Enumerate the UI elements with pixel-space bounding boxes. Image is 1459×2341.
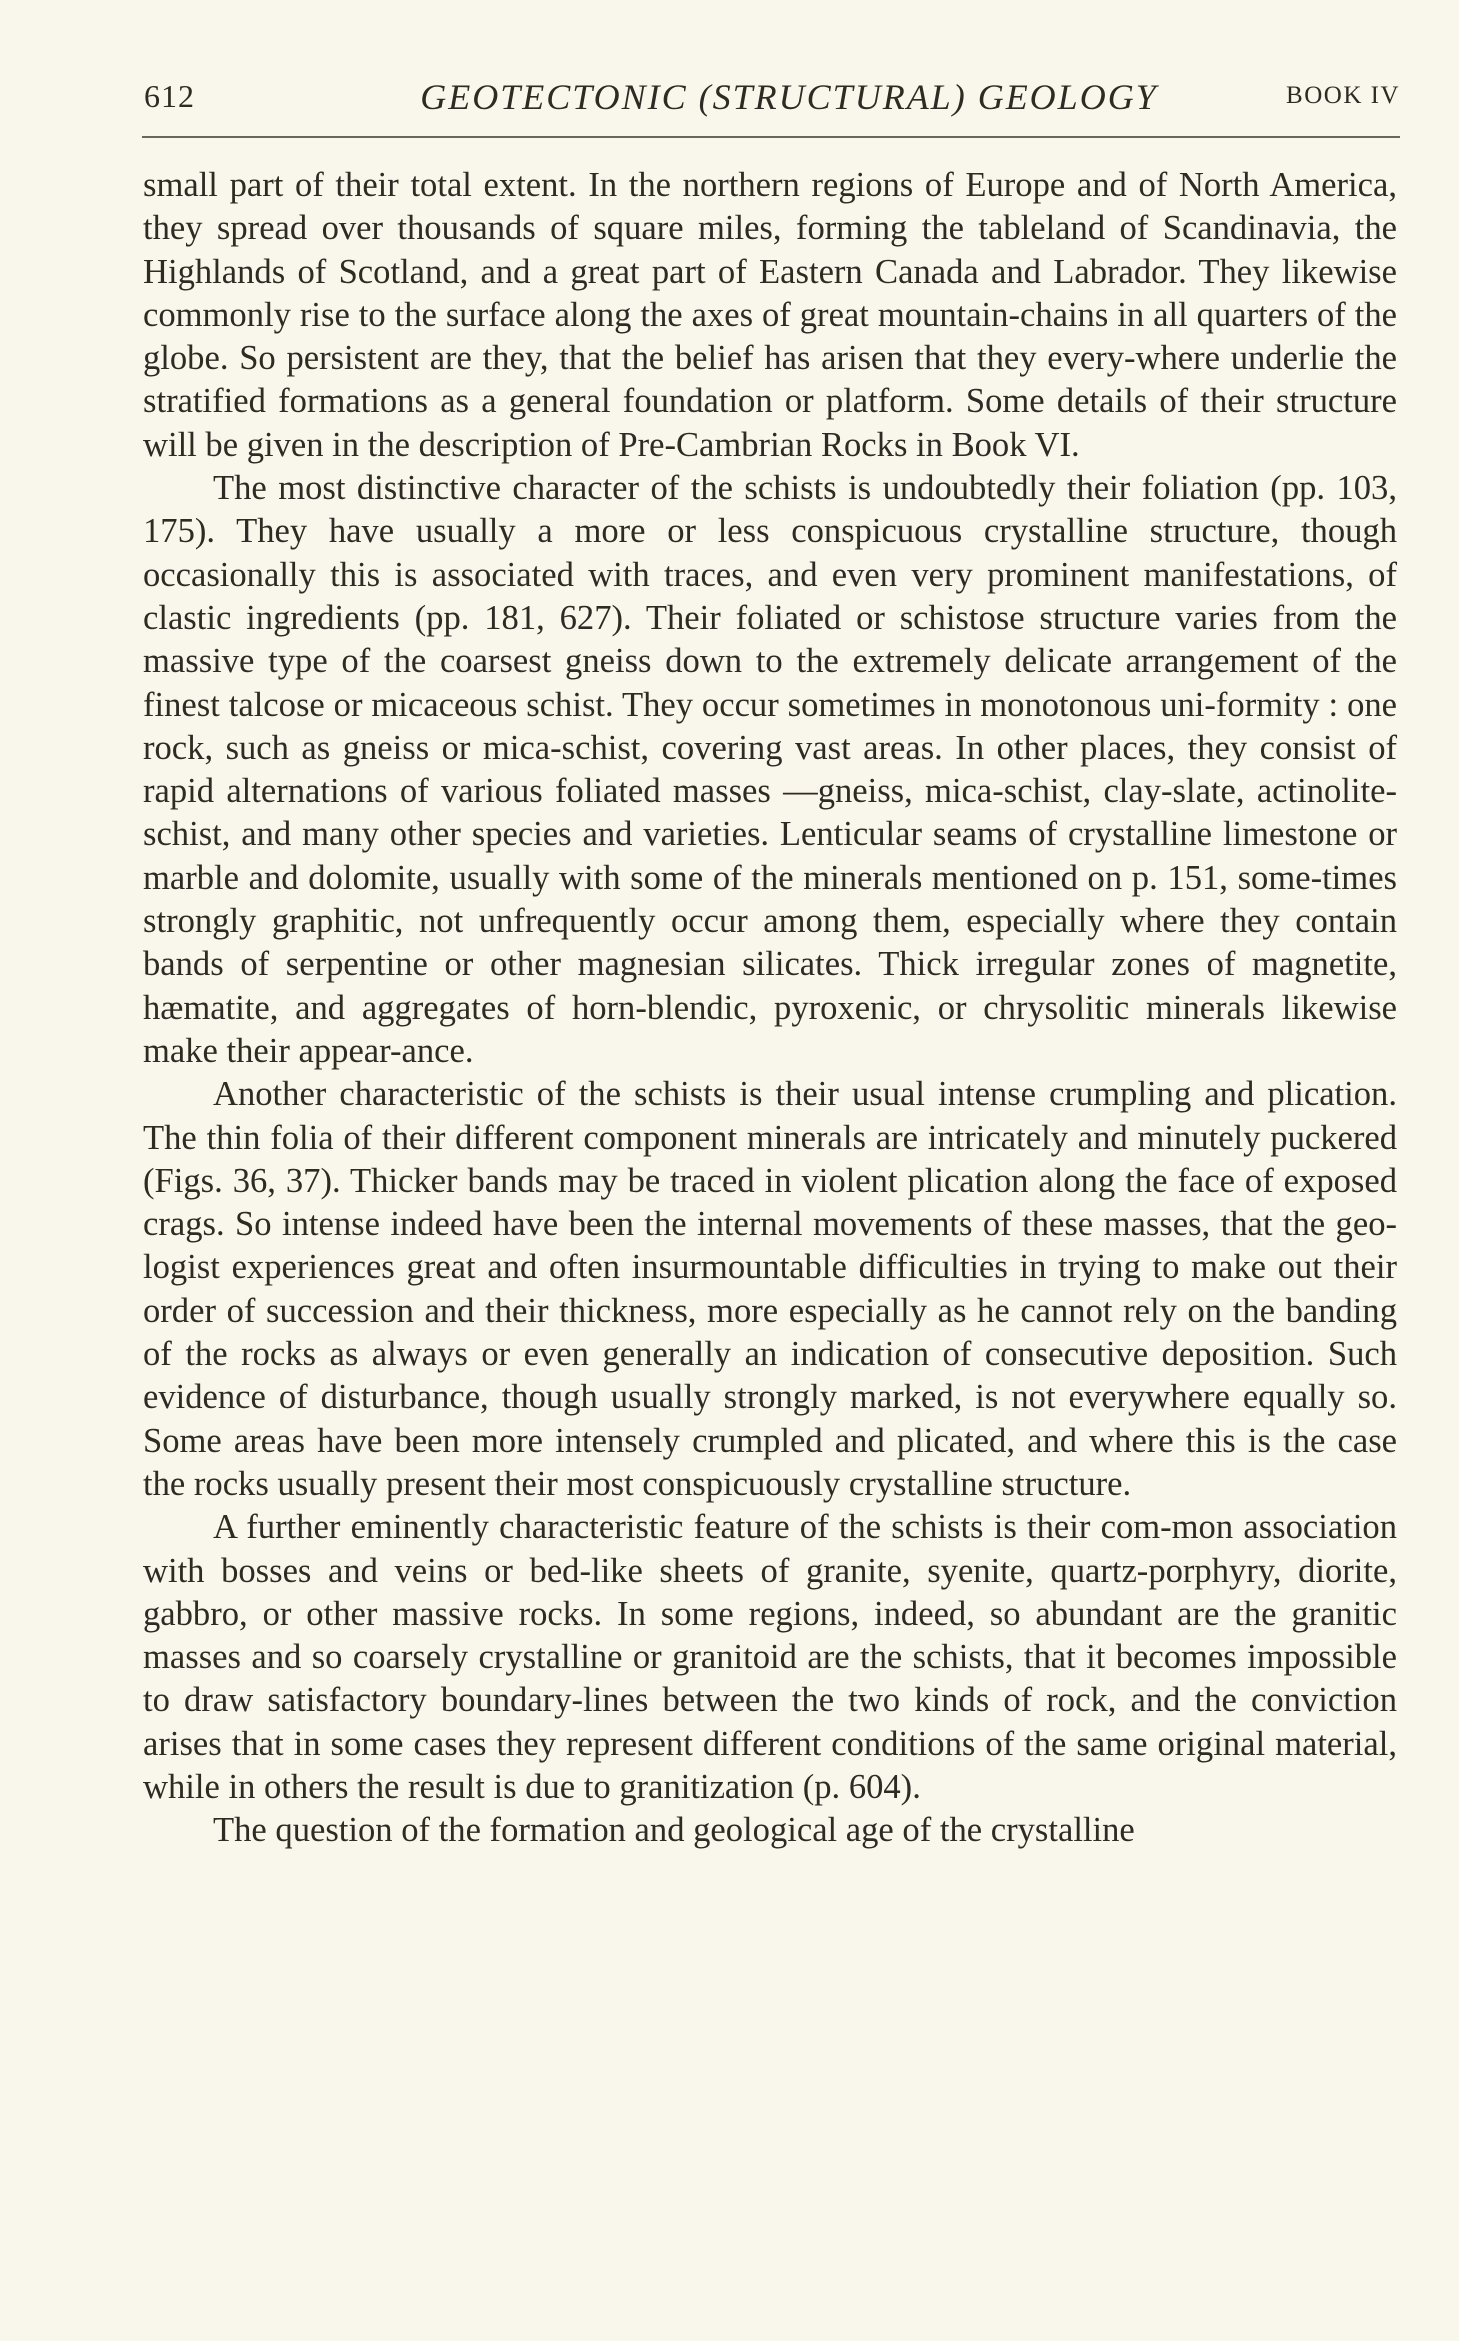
- paragraph-foliation: The most distinctive character of the schists is undoubtedly their foliation (pp. 103, 175). They have usually a more or less conspicuous crystalline structure, though occasionally this is associated with traces, and even very prominent manifestations, of clastic ingredients (pp. 181, 627). Their foliated or schistose structure varies from the massive type of the coarsest gneiss down to the extremely delicate arrangement of the finest talcose or micaceous schist. They occur sometimes in monotonous uni-formity : one rock, such as gneiss or mica-schist, covering vast areas. In other places, they consist of rapid alternations of various foliated masses —gneiss, mica-schist, clay-slate, actinolite-schist, and many other species and varieties. Lenticular seams of crystalline limestone or marble and dolomite, usually with some of the minerals mentioned on p. 151, some-times strongly graphitic, not unfrequently occur among them, especially where they contain bands of serpentine or other magnesian silicates. Thick irregular zones of magnetite, hæmatite, and aggregates of horn-blendic, pyroxenic, or chrysolitic minerals likewise make their appear-ance.: [143, 469, 1397, 1070]
- paragraph-granite-association: A further eminently characteristic feature of the schists is their com-mon association with bosses and veins or bed-like sheets of granite, syenite, quartz-porphyry, diorite, gabbro, or other massive rocks. In some regions, indeed, so abundant are the granitic masses and so coarsely crystalline or granitoid are the schists, that it becomes impossible to draw satisfactory boundary-lines between the two kinds of rock, and the conviction arises that in some cases they represent different conditions of the same original material, while in others the result is due to granitization (p. 604).: [143, 1508, 1397, 1806]
- body-text: [143, 164, 1397, 1853]
- book-label: BOOK IV: [1286, 82, 1400, 109]
- page-number: 612: [144, 78, 195, 114]
- header-rule: [142, 136, 1400, 138]
- paragraph-formation-question: The question of the formation and geological age of the crystalline: [213, 1811, 1135, 1850]
- paragraph-continued: small part of their total extent. In the northern regions of Europe and of North America, they spread over thousands of square miles, forming the tableland of Scandinavia, the Highlands of Scotland, and a great part of Eastern Canada and Labrador. They likewise commonly rise to the surface along the axes of great mountain-chains in all quarters of the globe. So persistent are they, that the belief has arisen that they every-where underlie the stratified formations as a general foundation or platform. Some details of their structure will be given in the description of Pre-Cambrian Rocks in Book VI.: [143, 166, 1397, 464]
- paragraph-crumpling: Another characteristic of the schists is their usual intense crumpling and plication. The thin folia of their different component minerals are intricately and minutely puckered (Figs. 36, 37). Thicker bands may be traced in violent plication along the face of exposed crags. So intense indeed have been the internal movements of these masses, that the geo-logist experiences great and often insurmountable difficulties in trying to make out their order of succession and their thickness, more especially as he cannot rely on the banding of the rocks as always or even generally an indication of consecutive deposition. Such evidence of disturbance, though usually strongly marked, is not everywhere equally so. Some areas have been more intensely crumpled and plicated, and where this is the case the rocks usually present their most conspicuously crystalline structure.: [143, 1075, 1397, 1503]
- running-head: [138, 72, 1400, 122]
- running-title: GEOTECTONIC (STRUCTURAL) GEOLOGY: [420, 77, 1158, 117]
